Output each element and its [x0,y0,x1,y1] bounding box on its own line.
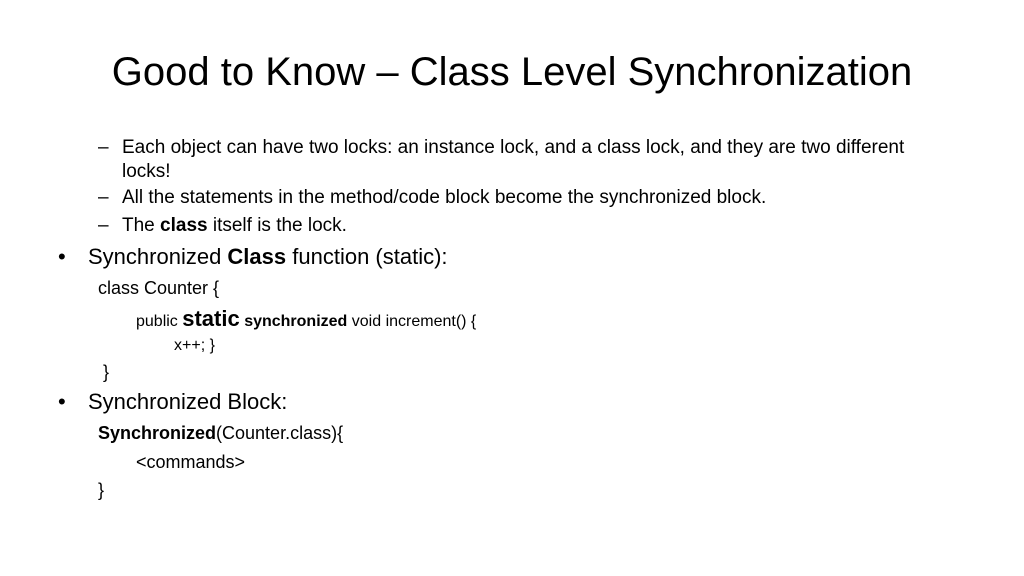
code-line [136,308,476,333]
code-line [98,421,343,445]
code-token: (Counter.class){ [216,423,344,443]
code-line: } [98,480,105,500]
code-keyword-static: static [182,306,240,331]
text-post: itself is the lock. [207,215,347,236]
sub-bullet-text: All the statements in the method/code block become the synchronized block. [122,187,767,208]
slide-title: Good to Know – Class Level Synchronization [111,50,913,94]
bullet-text [88,243,448,271]
code-keyword-synchronized: Synchronized [98,423,217,443]
dash-marker: – [98,187,109,208]
bullet-marker: • [58,389,66,414]
sub-bullet-text: Each object can have two locks: an instance lock, and a class lock, and they are two different locks! [122,137,905,182]
text-bold: Class [227,244,287,269]
sub-bullet-text [122,214,942,238]
code-keyword-synchronized: synchronized [244,313,348,330]
text-pre: Synchronized [88,244,228,269]
code-line: <commands> [136,452,246,472]
bullet-text: Synchronized Block: [88,389,288,414]
dash-marker: – [98,215,109,236]
code-line: } [103,362,110,382]
text-bold: class [160,215,208,236]
code-token: void increment() { [347,313,477,330]
bullet-marker: • [58,244,66,269]
text-post: function (static): [286,244,448,269]
code-line: class Counter { [98,278,220,298]
dash-marker: – [98,137,109,158]
text-pre: The [122,215,161,236]
code-token: public [136,313,183,330]
code-line: x++; } [174,337,215,354]
